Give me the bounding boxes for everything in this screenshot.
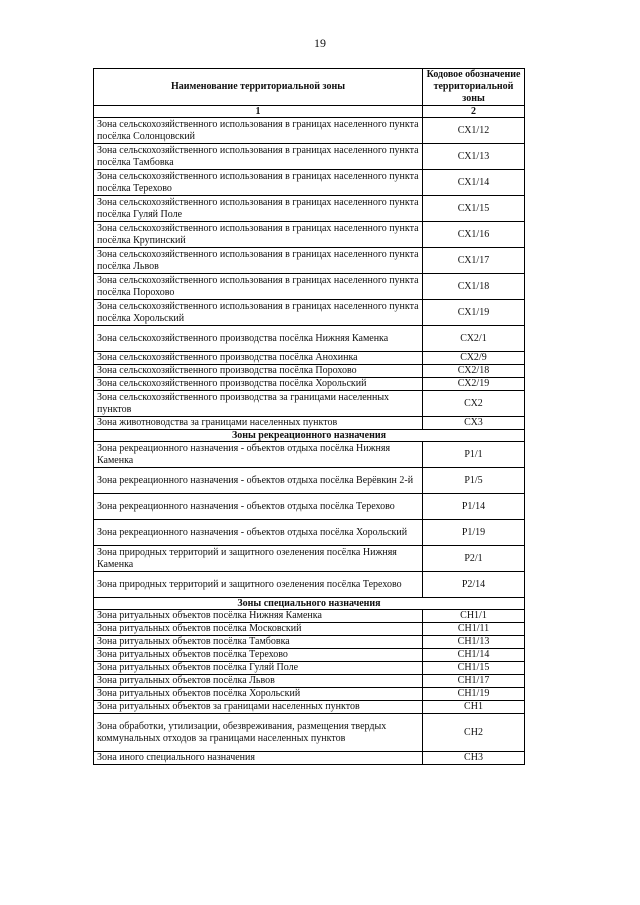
column-number-row — [94, 106, 525, 118]
zones-table — [93, 68, 525, 765]
zone-name-cell: Зона сельскохозяйственного использования в границах населенного пункта посёлка Тамбовка — [94, 144, 423, 170]
zone-name-cell: Зона сельскохозяйственного производства посёлка Порохово — [94, 365, 423, 378]
zone-code-cell: СН2 — [423, 714, 525, 752]
table-row — [94, 468, 525, 494]
zone-code-cell: СХ2/1 — [423, 326, 525, 352]
zone-name-cell: Зона сельскохозяйственного использования в границах населенного пункта посёлка Хорольский — [94, 300, 423, 326]
table-row — [94, 610, 525, 623]
zone-code-cell: СН1 — [423, 701, 525, 714]
zone-code-cell: Р1/14 — [423, 494, 525, 520]
zone-name-cell: Зона сельскохозяйственного производства посёлка Анохинка — [94, 352, 423, 365]
table-row — [94, 248, 525, 274]
table-row — [94, 688, 525, 701]
table-row — [94, 326, 525, 352]
zone-code-cell: СХ1/19 — [423, 300, 525, 326]
zone-name-cell: Зона рекреационного назначения - объектов отдыха посёлка Хорольский — [94, 520, 423, 546]
table-header-row — [94, 69, 525, 106]
zone-name-cell: Зона сельскохозяйственного использования в границах населенного пункта посёлка Солонцовский — [94, 118, 423, 144]
zone-name-cell: Зона рекреационного назначения - объектов отдыха посёлка Верёвкин 2-й — [94, 468, 423, 494]
zone-code-cell: СХ1/15 — [423, 196, 525, 222]
zone-code-cell: СХ2 — [423, 391, 525, 417]
zone-name-cell: Зона сельскохозяйственного использования в границах населенного пункта посёлка Львов — [94, 248, 423, 274]
zone-code-cell: СН1/1 — [423, 610, 525, 623]
zone-name-cell: Зона ритуальных объектов за границами населенных пунктов — [94, 701, 423, 714]
table-row — [94, 649, 525, 662]
zone-name-cell: Зона ритуальных объектов посёлка Тамбовка — [94, 636, 423, 649]
column-number-1: 1 — [94, 106, 423, 118]
zone-code-cell: СН1/17 — [423, 675, 525, 688]
header-zone-code: Кодовое обозначение территориальной зоны — [423, 69, 525, 106]
zone-code-cell: Р2/1 — [423, 546, 525, 572]
zone-name-cell: Зона сельскохозяйственного производства посёлка Хорольский — [94, 378, 423, 391]
table-row — [94, 546, 525, 572]
zone-code-cell: СХ1/14 — [423, 170, 525, 196]
column-number-2: 2 — [423, 106, 525, 118]
zone-code-cell: СХ2/18 — [423, 365, 525, 378]
table-row — [94, 391, 525, 417]
table-row — [94, 417, 525, 430]
table-row — [94, 701, 525, 714]
table-row — [94, 144, 525, 170]
zone-name-cell: Зона обработки, утилизации, обезвреживания, размещения твердых коммунальных отходов за границами населенных пунктов — [94, 714, 423, 752]
zone-code-cell: СХ3 — [423, 417, 525, 430]
section-recreation — [94, 430, 525, 442]
zone-code-cell: СН1/11 — [423, 623, 525, 636]
zone-code-cell: СХ2/19 — [423, 378, 525, 391]
zone-code-cell: СН1/14 — [423, 649, 525, 662]
zone-name-cell: Зона животноводства за границами населенных пунктов — [94, 417, 423, 430]
zone-name-cell: Зона сельскохозяйственного использования в границах населенного пункта посёлка Терехово — [94, 170, 423, 196]
table-row — [94, 752, 525, 765]
section-recreation-title: Зоны рекреационного назначения — [94, 430, 525, 442]
table-row — [94, 442, 525, 468]
zone-name-cell: Зона ритуальных объектов посёлка Терехово — [94, 649, 423, 662]
table-row — [94, 118, 525, 144]
table-row — [94, 365, 525, 378]
zone-code-cell: СН1/15 — [423, 662, 525, 675]
zone-name-cell: Зона сельскохозяйственного производства посёлка Нижняя Каменка — [94, 326, 423, 352]
zone-name-cell: Зона сельскохозяйственного использования в границах населенного пункта посёлка Крупинский — [94, 222, 423, 248]
table-row — [94, 714, 525, 752]
zone-code-cell: СН1/19 — [423, 688, 525, 701]
table-row — [94, 352, 525, 365]
page-number: 19 — [314, 36, 326, 50]
zone-code-cell: СХ1/13 — [423, 144, 525, 170]
table-row — [94, 520, 525, 546]
table-row — [94, 572, 525, 598]
zone-code-cell: Р2/14 — [423, 572, 525, 598]
table-row — [94, 675, 525, 688]
table-row — [94, 274, 525, 300]
zone-name-cell: Зона ритуальных объектов посёлка Московский — [94, 623, 423, 636]
zone-name-cell: Зона ритуальных объектов посёлка Гуляй Поле — [94, 662, 423, 675]
zone-name-cell: Зона сельскохозяйственного использования в границах населенного пункта посёлка Порохово — [94, 274, 423, 300]
zone-name-cell: Зона сельскохозяйственного использования в границах населенного пункта посёлка Гуляй Поле — [94, 196, 423, 222]
table-row — [94, 222, 525, 248]
header-zone-name: Наименование территориальной зоны — [94, 69, 423, 106]
table-row — [94, 494, 525, 520]
zone-name-cell: Зона ритуальных объектов посёлка Хорольский — [94, 688, 423, 701]
zone-name-cell: Зона природных территорий и защитного озеленения посёлка Терехово — [94, 572, 423, 598]
zone-name-cell: Зона рекреационного назначения - объектов отдыха посёлка Терехово — [94, 494, 423, 520]
zone-code-cell: Р1/5 — [423, 468, 525, 494]
zone-name-cell: Зона ритуальных объектов посёлка Нижняя Каменка — [94, 610, 423, 623]
zone-code-cell: СХ1/16 — [423, 222, 525, 248]
section-special-title: Зоны специального назначения — [94, 598, 525, 610]
table-row — [94, 170, 525, 196]
table-row — [94, 300, 525, 326]
zone-code-cell: СХ1/17 — [423, 248, 525, 274]
table-row — [94, 662, 525, 675]
zone-name-cell: Зона иного специального назначения — [94, 752, 423, 765]
zone-code-cell: СН3 — [423, 752, 525, 765]
table-row — [94, 378, 525, 391]
section-special — [94, 598, 525, 610]
zone-code-cell: СХ1/12 — [423, 118, 525, 144]
zone-code-cell: Р1/1 — [423, 442, 525, 468]
zone-name-cell: Зона ритуальных объектов посёлка Львов — [94, 675, 423, 688]
zone-code-cell: СН1/13 — [423, 636, 525, 649]
zone-code-cell: СХ1/18 — [423, 274, 525, 300]
table-row — [94, 196, 525, 222]
table-row — [94, 623, 525, 636]
zone-code-cell: СХ2/9 — [423, 352, 525, 365]
table-row — [94, 636, 525, 649]
zone-name-cell: Зона рекреационного назначения - объектов отдыха посёлка Нижняя Каменка — [94, 442, 423, 468]
zone-name-cell: Зона природных территорий и защитного озеленения посёлка Нижняя Каменка — [94, 546, 423, 572]
zone-name-cell: Зона сельскохозяйственного производства за границами населенных пунктов — [94, 391, 423, 417]
zone-code-cell: Р1/19 — [423, 520, 525, 546]
